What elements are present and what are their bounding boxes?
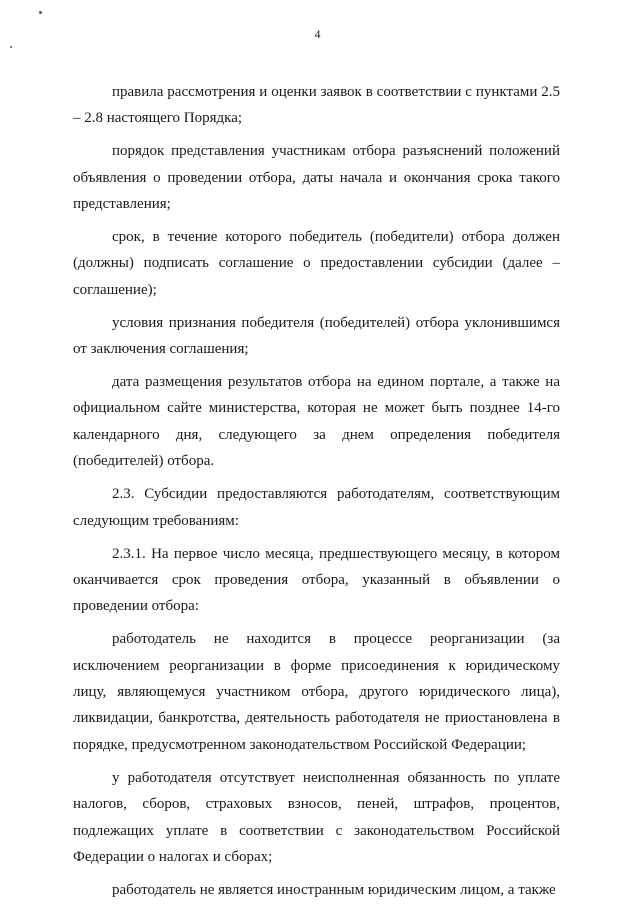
paragraph: 2.3.1. На первое число месяца, предшествующего месяцу, в котором оканчивается срок проведения отбора, указанный в объявлении о проведении отбора:	[73, 545, 560, 615]
scan-speck	[10, 46, 12, 48]
paragraph: у работодателя отсутствует неисполненная обязанность по уплате налогов, сборов, страховых взносов, пеней, штрафов, процентов, подлежащих уплате в соответствии с законодательством Российской Федерации о налогах и сборах;	[73, 769, 560, 865]
page-number: 4	[314, 27, 321, 41]
paragraph: дата размещения результатов отбора на едином портале, а также на официальном сайте министерства, которая не может быть позднее 14-го календарного дня, следующего за днем определения победителя (победителей) отбора.	[73, 374, 560, 470]
paragraph: срок, в течение которого победитель (победители) отбора должен (должны) подписать соглашение о предоставлении субсидии (далее – соглашение);	[73, 229, 560, 298]
paragraph: порядок представления участникам отбора разъяснений положений объявления о проведении отбора, даты начала и окончания срока такого представления;	[73, 143, 560, 213]
paragraph: 2.3. Субсидии предоставляются работодателям, соответствующим следующим требованиям:	[73, 486, 560, 529]
paragraph: условия признания победителя (победителей) отбора уклонившимся от заключения соглашения;	[73, 314, 560, 358]
paragraph: правила рассмотрения и оценки заявок в соответствии с пунктами 2.5 – 2.8 настоящего Порядка;	[73, 84, 560, 127]
paragraph: работодатель не является иностранным юридическим лицом, а также	[112, 881, 556, 898]
scan-speck	[39, 11, 42, 14]
paragraph: работодатель не находится в процессе реорганизации (за исключением реорганизации в форме присоединения к юридическому лицу, являющемуся участником отбора, другого юридического лица), ликвидации, банкротства, деятельность работодателя не приостановлена в порядке, предусмотренном законодательством Российской Федерации;	[73, 631, 560, 753]
document-body	[73, 79, 560, 903]
